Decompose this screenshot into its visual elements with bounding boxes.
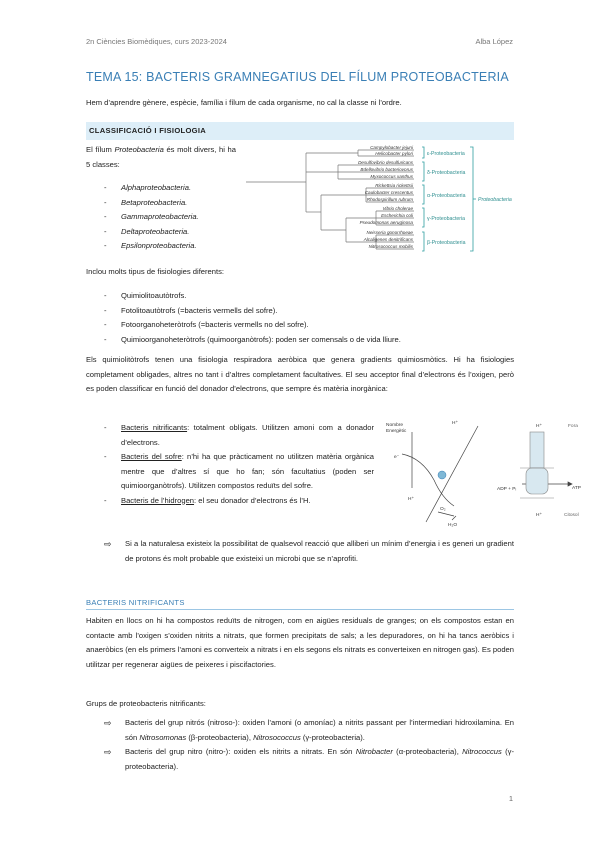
atp-label: ATP (572, 486, 581, 491)
water-label: H₂O (448, 523, 458, 528)
tree-class-label: β-Proteobacteria (427, 240, 466, 246)
proton-label: H⁺ (408, 497, 414, 502)
list-item: - Fotoorganoheteròtrofs (=bacteris vermells no del sofre). (104, 320, 309, 329)
list-item: - Gammaproteobacteria. (104, 212, 199, 221)
list-item: - Bacteris del sofre: n’hi ha que pràcticament no utilitzen matèria orgànica mentre que d’altres sí que ho fan; són facultatius (poden ser quimioorganòtrofs). Utilitzen compostos reduïts del sofre. (104, 452, 375, 490)
list-item: ⇨ Bacteris del grup nitrós (nitroso-): oxiden l’amoni (o amoníac) a nitrits passant per l’intermediari hidroxilamina. En són Nitrosomonas (β-proteobacteria), Nitrosococcus (γ-proteobacteria). (104, 718, 514, 742)
electron-label: e⁻ (394, 455, 400, 460)
list-item: - Epsilonproteobacteria. (104, 241, 197, 250)
chemolithotroph-paragraph: Els quimiolitòtrofs tenen una fisiologia respiradora aeròbica que genera gradients quimiosmòtics. Hi ha fisiologies completament obligades, altres no tant i d’altres completament facultatives. El seu acceptor final d’electrons és l’oxigen, però es poden classificar en funció del donador d’electrons, que sempre és matèria inorgànica: (86, 355, 514, 393)
physiology-intro: Inclou molts tipus de fisiologies diferents: (86, 267, 225, 276)
page-number: 1 (508, 794, 513, 803)
class-list (104, 181, 199, 254)
list-item: - Bacteris de l’hidrogen: el seu donador d’electrons és l’H. (104, 495, 311, 505)
proton-label: H⁺ (452, 421, 458, 426)
nitrifying-paragraph: Habiten en llocs on hi ha compostos reduïts de nitrogen, com en aigües residuals de granges; on els compostos estan en contacte amb l’oxigen s’oxiden nitrits a nitrats, que formen precipitats de sals; a les depuradores, on hi ha tancs aeròbics i anaeròbics (en els primers l’amoni es converteix a nitrats i en els segons els nitrats es converteixen en nitrogen gas). Es poden utilitzar per regenerar aigües de peixeres i piscifactories. (86, 616, 514, 669)
intro-text: Hem d’aprendre gènere, espècie, família i fílum de cada organisme, no cal la classe ni l’ordre. (86, 98, 402, 107)
tree-taxon: Rhodospirillum rubrum (366, 197, 413, 202)
tree-taxon: Escherichia coli (381, 213, 413, 218)
list-item: - Quimioorganoheteròtrofs (quimoorganòtrofs): poden ser comensals o de vida lliure. (104, 334, 401, 344)
tree-phylum-label: Proteobacteria (478, 197, 512, 203)
tree-taxon: Alcaligenes denitrificans (363, 237, 413, 242)
proton-label: H⁺ (536, 424, 542, 429)
tree-class-label: ε-Proteobacteria (427, 151, 465, 157)
list-item: - Bacteris nitrificants: totalment obligats. Utilitzen amoni com a donador d’electrons. (104, 423, 374, 447)
tree-taxon: Nitrosococcus mobilis (368, 244, 413, 249)
energy-axis-label: Energètic (386, 429, 407, 434)
adp-label: ADP + Pᵢ (497, 487, 517, 492)
list-item: ⇨ Bacteris del grup nitro (nitro-): oxiden els nitrits a nitrats. En són Nitrobacter (α-proteobacteria), Nitrococcus (γ-proteobacteria). (104, 747, 515, 771)
phylum-paragraph (86, 143, 236, 172)
tree-class-label: γ-Proteobacteria (427, 216, 466, 222)
list-item: - Fotolitoautòtrofs (=bacteris vermells del sofre). (104, 305, 278, 315)
physiology-list (104, 289, 514, 347)
tree-taxon: Bdellovibrio bacteriovorus (360, 167, 413, 172)
tree-taxon: Vibrio cholerae (382, 206, 413, 211)
arrow-icon: ⇨ (104, 539, 112, 549)
page-title: TEMA 15: BACTERIS GRAMNEGATIUS DEL FÍLUM PROTEOBACTERIA (86, 70, 509, 84)
cytosol-label: Citosol (564, 513, 579, 518)
list-item: - Betaproteobacteria. (104, 197, 188, 207)
header-author: Alba López (475, 37, 513, 46)
electron-donor-list (104, 421, 374, 508)
outside-label: Fora (568, 424, 578, 429)
oxygen-label: O₂ (440, 507, 446, 512)
electron-transport-figure (382, 418, 592, 530)
section-heading-nitrifying: BACTERIS NITRIFICANTS (86, 598, 185, 607)
tree-class-label: δ-Proteobacteria (427, 170, 466, 176)
tree-taxon: Campylobacter jejuni (370, 145, 413, 150)
phylogenetic-tree-figure (246, 144, 518, 262)
note-list (104, 537, 514, 566)
phylum-name: Proteobacteria (114, 145, 164, 154)
phylum-text-a: El fílum (86, 145, 115, 154)
tree-taxon: Helicobacter pylori (375, 151, 413, 156)
phylum-text-b: és molt divers, hi ha 5 classes: (86, 145, 236, 169)
nitrifying-groups-intro: Grups de proteobacteris nitrificants: (86, 699, 206, 708)
tree-taxon: Neisseria gonorrhoeae (366, 230, 413, 235)
tree-taxon: Desulfovibrio desulfuricans (358, 160, 413, 165)
tree-taxon: Rickettsia rickettsii (375, 183, 413, 188)
tree-taxon: Caulobacter crescentus (364, 190, 413, 195)
tree-taxon: Myxococcus xanthus (370, 174, 413, 179)
section-divider (86, 609, 514, 610)
list-item: - Quimiolitoautòtrofs. (104, 291, 187, 300)
arrow-icon: ⇨ (104, 747, 112, 757)
header-course: 2n Ciències Biomèdiques, curs 2023-2024 (86, 37, 227, 46)
list-item: - Alphaproteobacteria. (104, 183, 192, 192)
section-heading-classification: CLASSIFICACIÓ I FISIOLOGIA (86, 122, 514, 140)
arrow-icon: ⇨ (104, 718, 112, 728)
tree-class-label: α-Proteobacteria (427, 193, 466, 199)
list-item: - Deltaproteobacteria. (104, 226, 190, 236)
nitrifying-groups-list (104, 716, 514, 774)
tree-taxon: Pseudomonas aeruginosa (359, 220, 413, 225)
energy-axis-label: Nombre (386, 423, 404, 428)
proton-label: H⁺ (536, 513, 542, 518)
list-item: ⇨ Si a la naturalesa existeix la possibilitat de qualsevol reacció que alliberi un mínim d’energia i es generi un gradient de protons és molt probable que existeixi un microbi que se n’aprofiti. (104, 539, 514, 563)
